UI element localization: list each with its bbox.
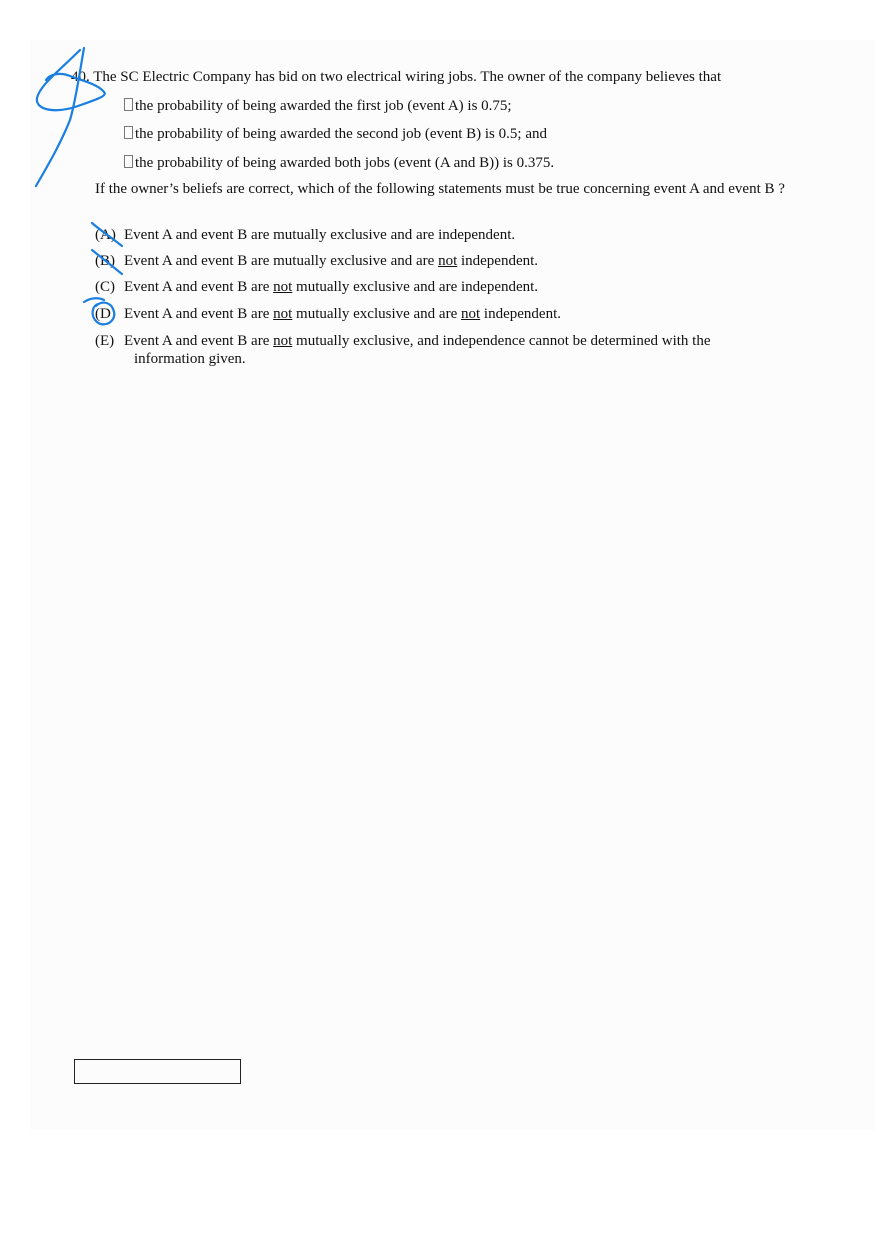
- choice-b[interactable]: (B) Event A and event B are mutually exclusive and are not independent.: [95, 253, 539, 269]
- choice-d[interactable]: (D) Event A and event B are not mutually exclusive and are not independent.: [95, 306, 561, 322]
- emphasis-not: not: [438, 253, 458, 269]
- bullet-item: the probability of being awarded the first job (event A) is 0.75;: [124, 97, 512, 115]
- strike-a-mark: [92, 223, 122, 246]
- question-prompt: If the owner’s beliefs are correct, which of the following statements must be true concerning event A and event B ?: [95, 181, 785, 197]
- question-number: 40.: [71, 69, 90, 85]
- choice-e-continuation: information given.: [134, 351, 246, 367]
- emphasis-not: not: [461, 306, 481, 322]
- emphasis-not: not: [273, 333, 293, 349]
- emphasis-not: not: [273, 306, 293, 322]
- choice-label: (A): [95, 227, 116, 243]
- choice-text: Event A and event B are mutually exclusive and are independent.: [124, 227, 516, 243]
- choice-label: (E): [95, 333, 115, 349]
- choice-label: (D): [95, 306, 116, 322]
- choice-label: (B): [95, 253, 115, 269]
- star-check-mark: [36, 48, 105, 186]
- choice-label: (C): [95, 279, 115, 295]
- bullet-item: the probability of being awarded both jobs (event (A and B)) is 0.375.: [124, 154, 554, 172]
- circle-d-mark: [84, 298, 114, 324]
- choice-e[interactable]: (E) Event A and event B are not mutually exclusive, and independence cannot be determined with the information given.: [95, 332, 795, 368]
- strike-b-mark: [92, 250, 122, 274]
- question-stem-text: The SC Electric Company has bid on two electrical wiring jobs. The owner of the company believes that: [93, 69, 722, 85]
- bullet-item: the probability of being awarded the second job (event B) is 0.5; and: [124, 125, 547, 143]
- choice-c[interactable]: (C) Event A and event B are not mutually exclusive and are independent.: [95, 279, 539, 295]
- emphasis-not: not: [273, 279, 293, 295]
